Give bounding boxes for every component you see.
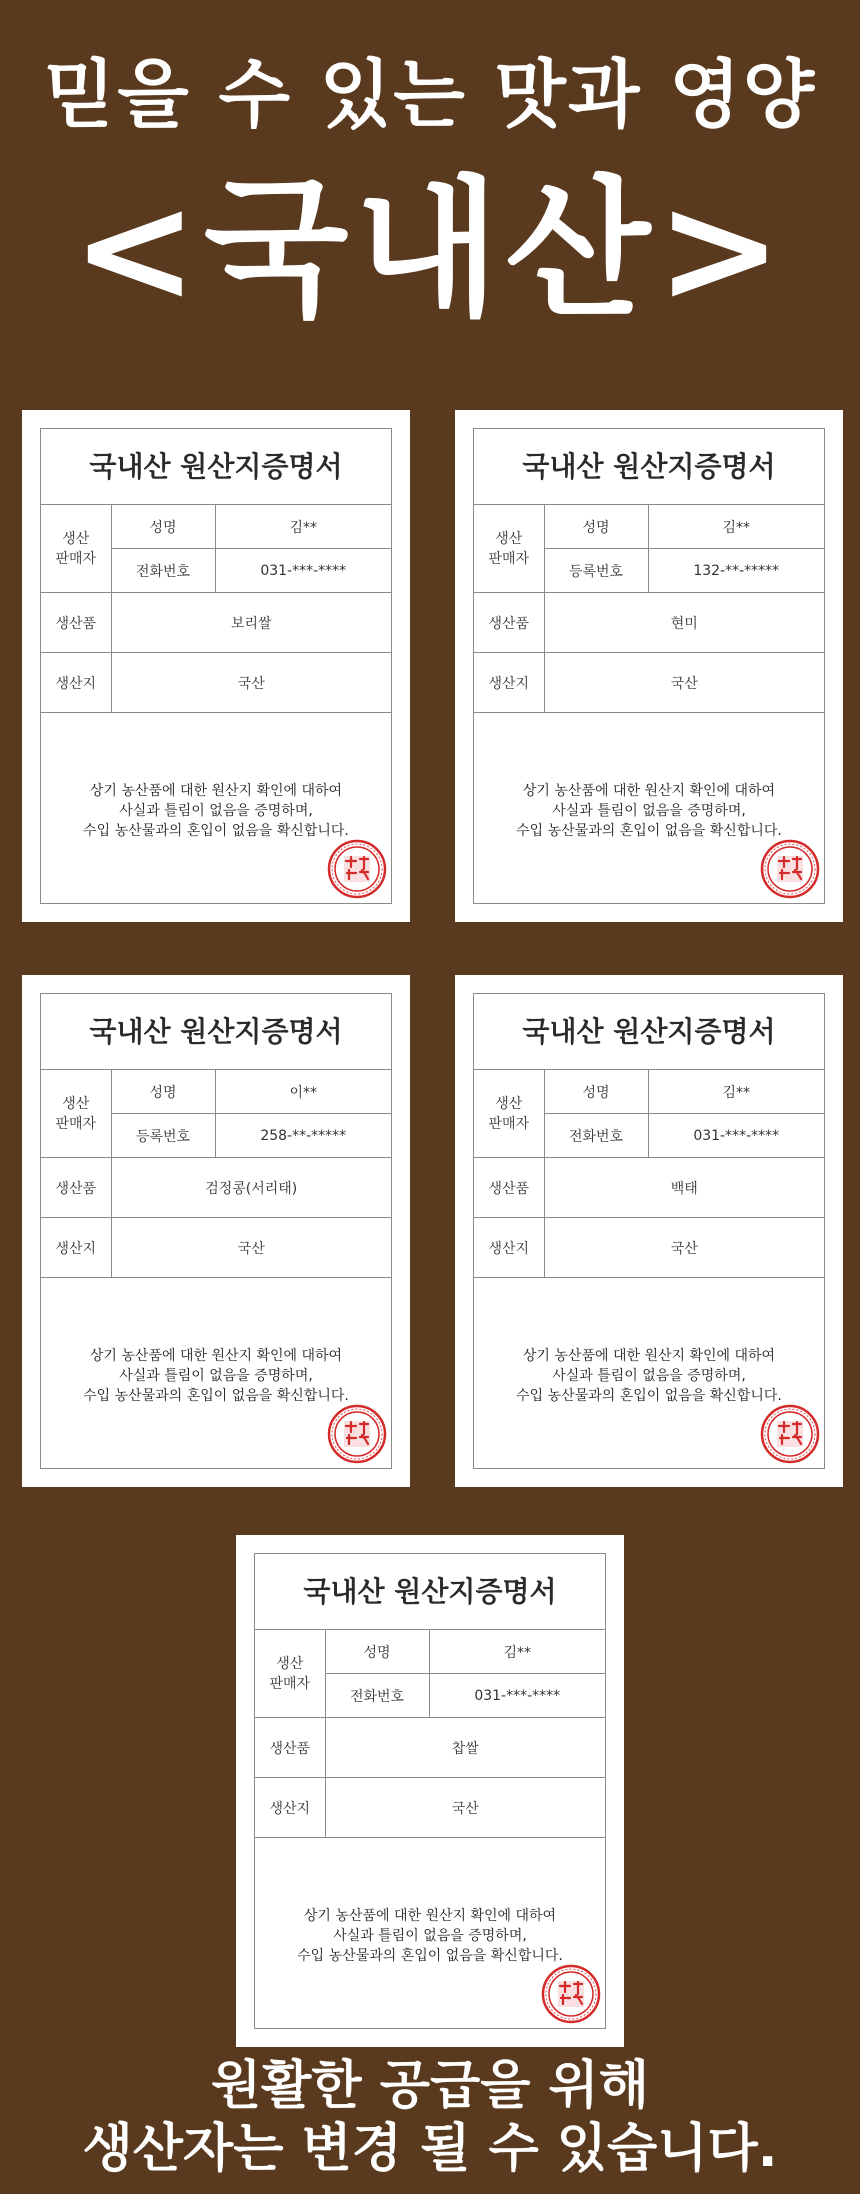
id-value: 132-**-***** xyxy=(648,549,824,593)
statement-line: 상기 농산품에 대한 원산지 확인에 대하여 xyxy=(303,1908,557,1924)
certificate-frame xyxy=(473,428,825,904)
seller-label: 생산 판매자 xyxy=(474,1070,544,1158)
statement-line: 수입 농산물과의 혼입이 없음을 확신합니다. xyxy=(83,1388,349,1404)
seller-label: 생산 판매자 xyxy=(41,1070,111,1158)
statement-line: 사실과 틀림이 없음을 증명하며, xyxy=(119,803,313,819)
name-label: 성명 xyxy=(325,1630,429,1674)
statement-line: 상기 농산품에 대한 원산지 확인에 대하여 xyxy=(89,1348,343,1364)
headline-domestic: <국내산> xyxy=(71,163,789,337)
certificate-title: 국내산 원산지증명서 xyxy=(255,1554,605,1630)
name-label: 성명 xyxy=(544,505,648,549)
origin-value: 국산 xyxy=(325,1778,605,1838)
statement-line: 상기 농산품에 대한 원산지 확인에 대하여 xyxy=(522,783,776,799)
product-value: 보리쌀 xyxy=(111,593,391,653)
origin-value: 국산 xyxy=(111,1218,391,1278)
id-label: 등록번호 xyxy=(544,549,648,593)
origin-value: 국산 xyxy=(111,653,391,713)
name-value: 김** xyxy=(648,1070,824,1114)
certificate-table xyxy=(255,1630,605,1838)
id-value: 031-***-**** xyxy=(215,549,391,593)
certificate-title: 국내산 원산지증명서 xyxy=(474,994,824,1070)
statement-line: 수입 농산물과의 혼입이 없음을 확신합니다. xyxy=(516,1388,782,1404)
product-value: 백태 xyxy=(544,1158,824,1218)
id-label: 등록번호 xyxy=(111,1114,215,1158)
origin-label: 생산지 xyxy=(474,653,544,713)
footer-line-2: 생산자는 변경 될 수 있습니다. xyxy=(82,2119,778,2179)
statement-line: 사실과 틀림이 없음을 증명하며, xyxy=(333,1928,527,1944)
origin-label: 생산지 xyxy=(255,1778,325,1838)
product-value: 찹쌀 xyxy=(325,1718,605,1778)
statement-line: 사실과 틀림이 없음을 증명하며, xyxy=(552,1368,746,1384)
id-value: 031-***-**** xyxy=(429,1674,605,1718)
certificate-statement xyxy=(474,781,824,841)
origin-certificate xyxy=(455,975,843,1487)
origin-certificate xyxy=(236,1535,624,2047)
name-value: 김** xyxy=(429,1630,605,1674)
seal-stamp-icon xyxy=(327,1404,387,1464)
seal-stamp-icon xyxy=(541,1964,601,2024)
product-value: 현미 xyxy=(544,593,824,653)
origin-label: 생산지 xyxy=(41,653,111,713)
name-label: 성명 xyxy=(111,505,215,549)
certificate-table xyxy=(474,1070,824,1278)
product-label: 생산품 xyxy=(41,593,111,653)
certificate-title: 국내산 원산지증명서 xyxy=(41,994,391,1070)
id-label: 전화번호 xyxy=(111,549,215,593)
certificate-frame xyxy=(40,428,392,904)
origin-label: 생산지 xyxy=(474,1218,544,1278)
certificate-title: 국내산 원산지증명서 xyxy=(474,429,824,505)
certificate-statement xyxy=(41,1346,391,1406)
certificate-statement xyxy=(255,1906,605,1966)
name-value: 이** xyxy=(215,1070,391,1114)
statement-line: 수입 농산물과의 혼입이 없음을 확신합니다. xyxy=(83,823,349,839)
product-value: 검정콩(서리태) xyxy=(111,1158,391,1218)
product-label: 생산품 xyxy=(255,1718,325,1778)
seller-label: 생산 판매자 xyxy=(41,505,111,593)
certificate-title: 국내산 원산지증명서 xyxy=(41,429,391,505)
statement-line: 사실과 틀림이 없음을 증명하며, xyxy=(552,803,746,819)
statement-line: 사실과 틀림이 없음을 증명하며, xyxy=(119,1368,313,1384)
statement-line: 상기 농산품에 대한 원산지 확인에 대하여 xyxy=(522,1348,776,1364)
product-label: 생산품 xyxy=(41,1158,111,1218)
seal-stamp-icon xyxy=(760,839,820,899)
certificate-statement xyxy=(41,781,391,841)
origin-certificate xyxy=(455,410,843,922)
certificate-frame xyxy=(40,993,392,1469)
statement-line: 상기 농산품에 대한 원산지 확인에 대하여 xyxy=(89,783,343,799)
seller-label: 생산 판매자 xyxy=(474,505,544,593)
certificate-statement xyxy=(474,1346,824,1406)
id-value: 031-***-**** xyxy=(648,1114,824,1158)
origin-value: 국산 xyxy=(544,1218,824,1278)
origin-certificate xyxy=(22,975,410,1487)
id-value: 258-**-***** xyxy=(215,1114,391,1158)
name-label: 성명 xyxy=(111,1070,215,1114)
seal-stamp-icon xyxy=(327,839,387,899)
certificate-table xyxy=(41,1070,391,1278)
footer-line-1: 원활한 공급을 위해 xyxy=(210,2056,650,2116)
certificate-table xyxy=(41,505,391,713)
origin-value: 국산 xyxy=(544,653,824,713)
seller-label: 생산 판매자 xyxy=(255,1630,325,1718)
product-label: 생산품 xyxy=(474,593,544,653)
name-value: 김** xyxy=(215,505,391,549)
statement-line: 수입 농산물과의 혼입이 없음을 확신합니다. xyxy=(516,823,782,839)
id-label: 전화번호 xyxy=(325,1674,429,1718)
certificate-frame xyxy=(254,1553,606,2029)
origin-certificate xyxy=(22,410,410,922)
certificate-frame xyxy=(473,993,825,1469)
statement-line: 수입 농산물과의 혼입이 없음을 확신합니다. xyxy=(297,1948,563,1964)
id-label: 전화번호 xyxy=(544,1114,648,1158)
seal-stamp-icon xyxy=(760,1404,820,1464)
name-value: 김** xyxy=(648,505,824,549)
certificate-table xyxy=(474,505,824,713)
name-label: 성명 xyxy=(544,1070,648,1114)
product-label: 생산품 xyxy=(474,1158,544,1218)
origin-label: 생산지 xyxy=(41,1218,111,1278)
headline-top: 믿을 수 있는 맛과 영양 xyxy=(43,52,817,138)
